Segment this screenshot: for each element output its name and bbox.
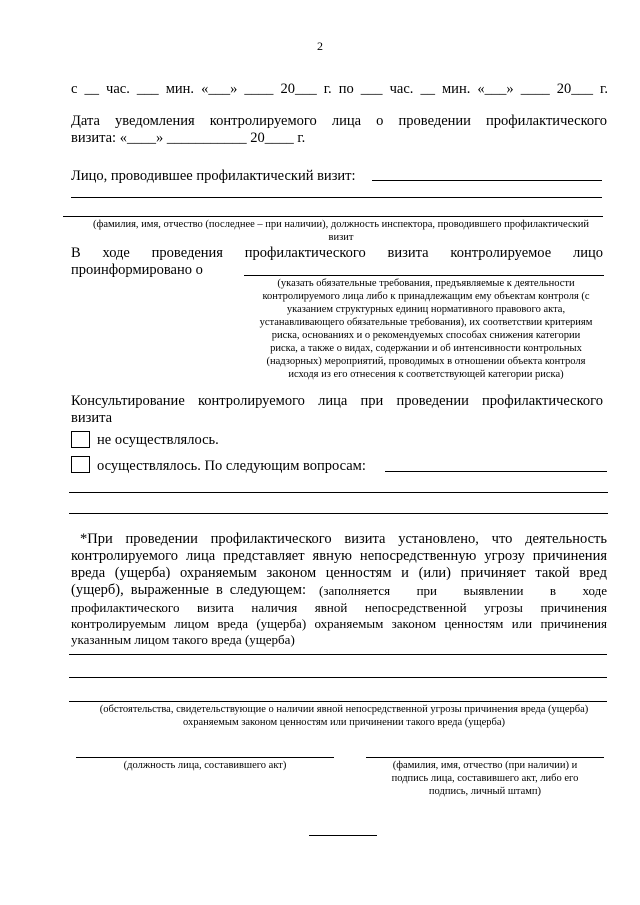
- name-caption-line2: подпись лица, составившего акт, либо его: [391, 773, 579, 784]
- informed-caption: [240, 277, 612, 381]
- threat-line4-note: (заполняется при выявлении в ходе: [319, 583, 607, 598]
- position-caption: (должность лица, составившего акт): [123, 760, 287, 771]
- conductor-caption-line2: визит: [328, 232, 354, 243]
- informed-caption-line: (надзорных) мероприятий, проводимых в отношении объекта контроля: [266, 356, 586, 367]
- threat-answer-line-2[interactable]: [69, 677, 607, 678]
- threat-line1: *При проведении профилактического визита установлено, что деятельность: [80, 531, 607, 547]
- period-line: с __ час. ___ мин. «___» ____ 20___ г. по ___ час. __ мин. «___» ____ 20___ г.: [71, 81, 608, 97]
- conductor-label: Лицо, проводившее профилактический визит:: [71, 168, 356, 184]
- conductor-line-1[interactable]: [372, 180, 602, 181]
- threat-line7: указанным лицом такого вреда (ущерба): [71, 632, 295, 647]
- consulting-line1: Консультирование контролируемого лица при проведении профилактического: [71, 393, 603, 409]
- consulting-answer-line-3[interactable]: [69, 513, 608, 514]
- informed-caption-line: риска, а также о видах, содержании и об интенсивности контрольных: [270, 343, 582, 354]
- threat-answer-line-3[interactable]: [69, 701, 607, 702]
- informed-caption-line: исходя из его отнесения к соответствующей категории риска): [288, 369, 564, 380]
- threat-answer-line-1[interactable]: [69, 654, 607, 655]
- name-signature-line[interactable]: [366, 757, 604, 758]
- conductor-line-2[interactable]: [71, 197, 602, 198]
- informed-line[interactable]: [244, 275, 604, 276]
- page-number: 2: [317, 39, 323, 53]
- informed-caption-line: устанавливающего обязательные требования), их соответствии критериям: [259, 317, 593, 328]
- position-signature-line[interactable]: [76, 757, 334, 758]
- notification-date-line2: визита: «____» ___________ 20____ г.: [71, 130, 306, 146]
- informed-caption-line: контролируемого лица либо к принадлежащим ему объектам контроля (с: [262, 291, 590, 302]
- consulting-line2: визита: [71, 410, 113, 426]
- threat-caption-line2: охраняемым законом ценностям или причинении такого вреда (ущерба): [183, 717, 505, 728]
- name-caption-line3: подпись, личный штамп): [428, 786, 542, 797]
- consulting-yes-label: осуществлялось. По следующим вопросам:: [97, 458, 366, 474]
- threat-line3: вреда (ущерба) охраняемым законом ценностям и (или) причиняет такой вред: [71, 565, 607, 581]
- informed-caption-line: (указать обязательные требования, предъявляемые к деятельности: [277, 278, 575, 289]
- threat-line4-main: (ущерб), выраженные в следующем:: [71, 582, 306, 598]
- threat-line4: [71, 582, 607, 599]
- informed-line1: В ходе проведения профилактического визита контролируемое лицо: [71, 245, 603, 261]
- threat-line5: профилактического визита наличия явной непосредственной угрозы причинения: [71, 600, 607, 615]
- consulting-answer-line-2[interactable]: [69, 492, 608, 493]
- informed-caption-line: указанием структурных единиц нормативного правового акта,: [286, 304, 566, 315]
- name-caption-line1: (фамилия, имя, отчество (при наличии) и: [392, 760, 578, 771]
- conductor-caption-line1: (фамилия, имя, отчество (последнее – при наличии), должность инспектора, проводившего профилактический: [93, 219, 589, 230]
- notification-date-line1: Дата уведомления контролируемого лица о проведении профилактического: [71, 113, 607, 129]
- informed-line2: проинформировано о: [71, 262, 203, 278]
- consulting-answer-line-1[interactable]: [385, 471, 607, 472]
- threat-line6: контролируемым лицом вреда (ущерба) охраняемым законом ценностям или причинения: [71, 616, 607, 631]
- consulting-not-checkbox[interactable]: [71, 431, 90, 448]
- informed-caption-line: риска, основаниях и о рекомендуемых способах снижения категории: [271, 330, 581, 341]
- consulting-not-label: не осуществлялось.: [97, 432, 219, 448]
- closing-separator: [309, 835, 377, 836]
- consulting-yes-checkbox[interactable]: [71, 456, 90, 473]
- threat-caption-line1: (обстоятельства, свидетельствующие о наличии явной непосредственной угрозы причинения вреда (ущерба): [99, 704, 589, 715]
- conductor-line-3[interactable]: [63, 216, 603, 217]
- threat-line2: контролируемого лица представляет явную непосредственную угрозу причинения: [71, 548, 607, 564]
